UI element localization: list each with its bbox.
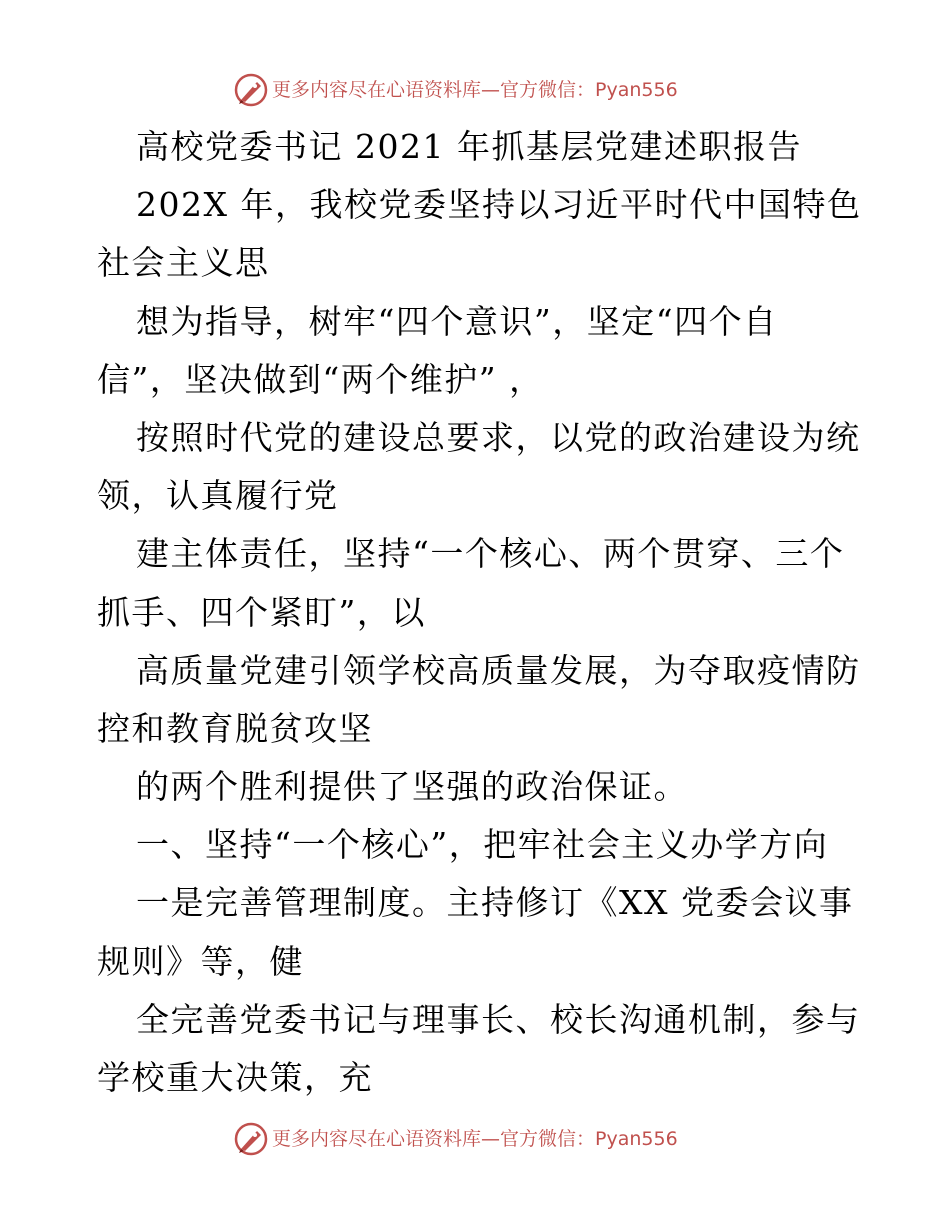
paragraph-line: 信”，坚决做到“两个维护” ， (97, 359, 544, 399)
paragraph-line: 抓手、四个紧盯”，以 (97, 592, 426, 632)
paragraph-line: 建主体责任，坚持“一个核心、两个贯穿、三个 (136, 534, 845, 574)
paragraph-line: 202X 年，我校党委坚持以习近平时代中国特色 (136, 185, 862, 225)
banner-text (272, 1127, 678, 1151)
banner-wechat-text: 官方微信：Pyan556 (500, 1128, 678, 1150)
pen-logo-icon (233, 1121, 269, 1157)
header-banner (0, 72, 950, 112)
paragraph-line: 想为指导，树牢“四个意识”，坚定“四个自 (136, 301, 778, 341)
document-title: 高校党委书记 2021 年抓基层党建述职报告 (136, 127, 802, 166)
banner-main-text: 更多内容尽在心语资料库 (272, 79, 482, 101)
footer-banner (0, 1121, 950, 1161)
banner-text (272, 78, 678, 102)
paragraph-line: 社会主义思 (97, 243, 270, 283)
banner-wechat-text: 官方微信：Pyan556 (500, 79, 678, 101)
banner-separator: — (481, 1128, 501, 1150)
paragraph-line: 按照时代党的建设总要求，以党的政治建设为统 (136, 417, 861, 457)
paragraph-line: 高质量党建引领学校高质量发展，为夺取疫情防 (136, 650, 861, 690)
paragraph-line: 全完善党委书记与理事长、校长沟通机制，参与 (136, 999, 861, 1039)
section-heading: 一、坚持“一个核心”，把牢社会主义办学方向 (136, 825, 829, 865)
paragraph-line: 领，认真履行党 (97, 476, 339, 516)
banner-separator: — (481, 79, 501, 101)
pen-logo-icon (233, 72, 269, 108)
paragraph-line: 规则》等，健 (97, 941, 304, 981)
paragraph-line: 学校重大决策，充 (97, 1058, 373, 1097)
paragraph-line: 控和教育脱贫攻坚 (97, 708, 373, 748)
document-body (97, 118, 862, 1107)
paragraph-line: 一是完善管理制度。主持修订《XX 党委会议事 (136, 883, 854, 923)
banner-main-text: 更多内容尽在心语资料库 (272, 1128, 482, 1150)
paragraph-line: 的两个胜利提供了坚强的政治保证。 (136, 767, 688, 807)
